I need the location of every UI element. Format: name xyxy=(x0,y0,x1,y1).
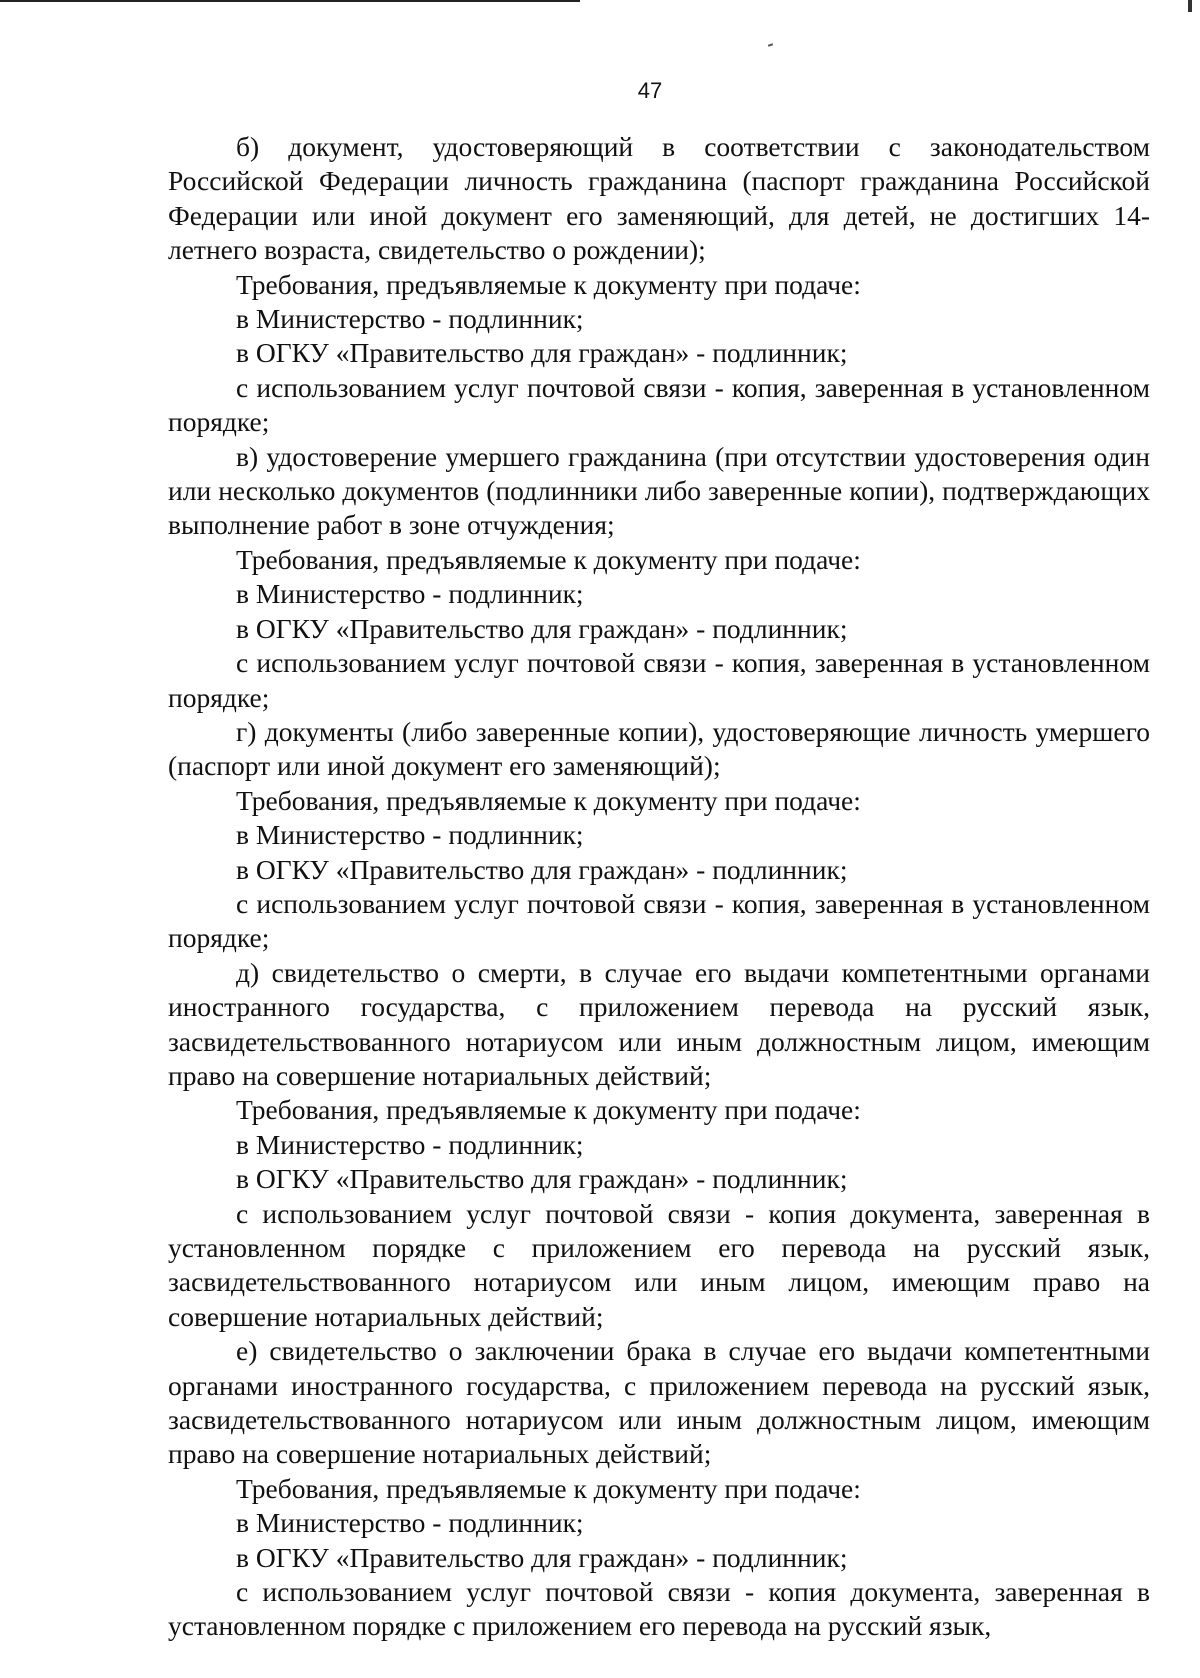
paragraph: Требования, предъявляемые к документу при подаче: xyxy=(236,1094,861,1126)
paragraph: с использованием услуг почтовой связи - копия документа, заверенная в установленном порядке с приложением его перевода на русский язык, засвидетельствованного нотариусом или иным лицом, имеющим право на совершение нотариальных действий; xyxy=(168,1197,1150,1332)
paragraph: с использованием услуг почтовой связи - копия документа, заверенная в установленном порядке с приложением его перевода на русский язык, xyxy=(168,1576,1150,1642)
scan-corner-mark xyxy=(1188,0,1192,12)
paragraph: в Министерство - подлинник; xyxy=(236,1507,584,1539)
paragraph: в ОГКУ «Правительство для граждан» - подлинник; xyxy=(236,337,848,369)
paragraph: в Министерство - подлинник; xyxy=(236,819,584,851)
paragraph: в ОГКУ «Правительство для граждан» - подлинник; xyxy=(236,1163,848,1195)
paragraph: б) документ, удостоверяющий в соответствии с законодательством Российской Федерации личность гражданина (паспорт гражданина Российской Федерации или иной документ его заменяющий, для детей, не достигших 14-летнего возраста, свидетельство о рождении); xyxy=(168,131,1150,266)
document-body xyxy=(168,130,1150,1644)
paragraph: е) свидетельство о заключении брака в случае его выдачи компетентными органами иностранного государства, с приложением перевода на русский язык, засвидетельствованного нотариусом или иным должностным лицом, имеющим право на совершение нотариальных действий; xyxy=(168,1335,1150,1470)
paragraph: с использованием услуг почтовой связи - копия, заверенная в установленном порядке; xyxy=(168,371,1150,438)
page-number: 47 xyxy=(637,78,663,103)
paragraph: в ОГКУ «Правительство для граждан» - подлинник; xyxy=(236,1541,848,1573)
paragraph: в ОГКУ «Правительство для граждан» - подлинник; xyxy=(236,853,848,885)
paragraph: д) свидетельство о смерти, в случае его выдачи компетентными органами иностранного государства, с приложением перевода на русский язык, засвидетельствованного нотариусом или иным должностным лицом, имеющим право на совершение нотариальных действий; xyxy=(168,956,1150,1091)
paragraph: Требования, предъявляемые к документу при подаче: xyxy=(236,1472,861,1504)
paragraph: в Министерство - подлинник; xyxy=(236,1128,584,1160)
scan-edge-line xyxy=(0,0,580,2)
paragraph: в Министерство - подлинник; xyxy=(236,303,584,335)
paragraph: Требования, предъявляемые к документу при подаче: xyxy=(236,268,861,300)
paragraph: г) документы (либо заверенные копии), удостоверяющие личность умершего (паспорт или иной документ его заменяющий); xyxy=(168,715,1150,782)
scan-speck xyxy=(768,43,773,47)
paragraph: с использованием услуг почтовой связи - копия, заверенная в установленном порядке; xyxy=(168,647,1150,713)
paragraph: в Министерство - подлинник; xyxy=(236,578,584,610)
paragraph: в) удостоверение умершего гражданина (при отсутствии удостоверения один или несколько документов (подлинники либо заверенные копии), подтверждающих выполнение работ в зоне отчуждения; xyxy=(168,440,1150,541)
paragraph: в ОГКУ «Правительство для граждан» - подлинник; xyxy=(236,612,848,644)
paragraph: Требования, предъявляемые к документу при подаче: xyxy=(236,543,861,575)
paragraph: с использованием услуг почтовой связи - копия, заверенная в установленном порядке; xyxy=(168,887,1150,954)
paragraph: Требования, предъявляемые к документу при подаче: xyxy=(236,784,861,816)
